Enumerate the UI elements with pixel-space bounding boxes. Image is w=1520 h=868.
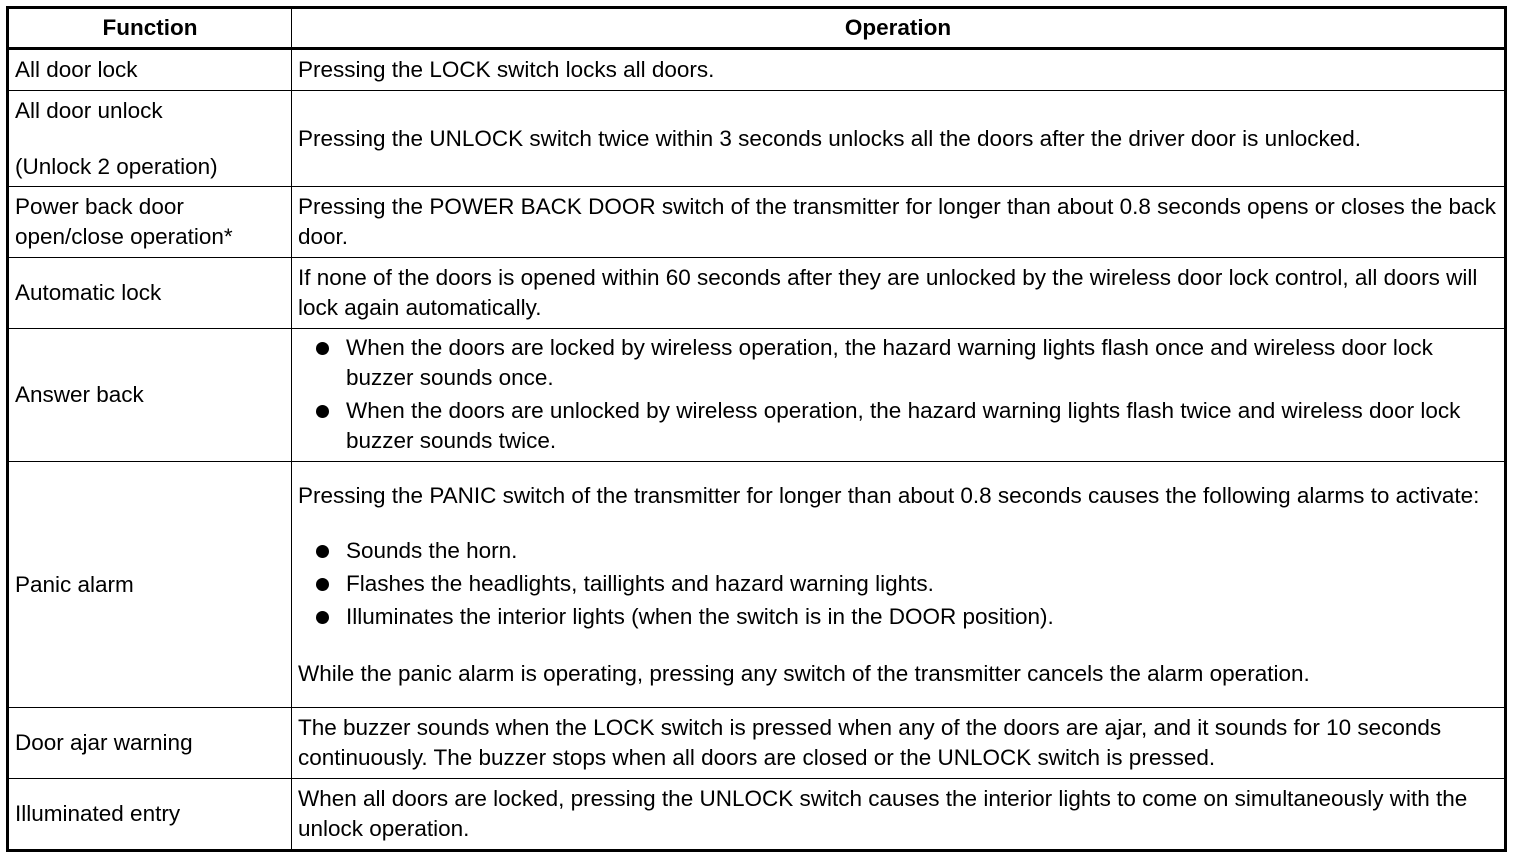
bullet-dot-icon xyxy=(316,545,329,558)
operation-cell: If none of the doors is opened within 60 seconds after they are unlocked by the wireless door lock control, all doors will lock again automatically. xyxy=(292,258,1506,329)
header-operation: Operation xyxy=(292,8,1506,49)
bullet-list xyxy=(298,536,1498,632)
function-cell: Power back door open/close operation* xyxy=(8,187,292,258)
bullet-item xyxy=(298,536,1498,566)
operation-cell xyxy=(292,462,1506,708)
bullet-item xyxy=(298,396,1498,456)
bullet-item xyxy=(298,602,1498,632)
function-cell: Panic alarm xyxy=(8,462,292,708)
bullet-dot-icon xyxy=(316,405,329,418)
operation-cell: The buzzer sounds when the LOCK switch is pressed when any of the doors are ajar, and it sounds for 10 seconds continuously. The buzzer stops when all doors are closed or the UNLOCK switch is pressed. xyxy=(292,708,1506,779)
bullet-text: Illuminates the interior lights (when the switch is in the DOOR position). xyxy=(346,603,1054,629)
operation-cell: Pressing the UNLOCK switch twice within 3 seconds unlocks all the doors after the driver door is unlocked. xyxy=(292,91,1506,187)
table-row xyxy=(8,49,1506,91)
bullet-dot-icon xyxy=(316,342,329,355)
table-row xyxy=(8,462,1506,708)
function-line: (Unlock 2 operation) xyxy=(15,153,218,179)
function-cell xyxy=(8,91,292,187)
function-cell: All door lock xyxy=(8,49,292,91)
bullet-text: Flashes the headlights, taillights and hazard warning lights. xyxy=(346,570,934,596)
bullet-text: When the doors are locked by wireless operation, the hazard warning lights flash once and wireless door lock buzzer sounds once. xyxy=(346,334,1433,390)
bullet-list xyxy=(298,333,1498,456)
bullet-text: Sounds the horn. xyxy=(346,537,518,563)
table-row xyxy=(8,91,1506,187)
table-row xyxy=(8,329,1506,462)
table-row xyxy=(8,187,1506,258)
function-cell: Illuminated entry xyxy=(8,779,292,851)
bullet-item xyxy=(298,333,1498,393)
function-operation-table xyxy=(6,6,1507,852)
function-cell: Automatic lock xyxy=(8,258,292,329)
operation-outro: While the panic alarm is operating, pressing any switch of the transmitter cancels the alarm operation. xyxy=(298,660,1310,686)
bullet-item xyxy=(298,569,1498,599)
table-row xyxy=(8,258,1506,329)
operation-intro: Pressing the PANIC switch of the transmitter for longer than about 0.8 seconds causes the following alarms to activate: xyxy=(298,482,1480,508)
header-function: Function xyxy=(8,8,292,49)
function-cell: Answer back xyxy=(8,329,292,462)
table-row xyxy=(8,708,1506,779)
function-stack xyxy=(15,96,285,182)
header-row xyxy=(8,8,1506,49)
bullet-text: When the doors are unlocked by wireless operation, the hazard warning lights flash twice and wireless door lock buzzer sounds twice. xyxy=(346,397,1461,453)
bullet-dot-icon xyxy=(316,578,329,591)
function-cell: Door ajar warning xyxy=(8,708,292,779)
function-line: All door unlock xyxy=(15,97,163,123)
operation-cell: Pressing the LOCK switch locks all doors. xyxy=(292,49,1506,91)
table-row xyxy=(8,779,1506,851)
operation-cell: When all doors are locked, pressing the UNLOCK switch causes the interior lights to come on simultaneously with the unlock operation. xyxy=(292,779,1506,851)
operation-cell xyxy=(292,329,1506,462)
bullet-dot-icon xyxy=(316,611,329,624)
operation-cell: Pressing the POWER BACK DOOR switch of the transmitter for longer than about 0.8 seconds opens or closes the back door. xyxy=(292,187,1506,258)
